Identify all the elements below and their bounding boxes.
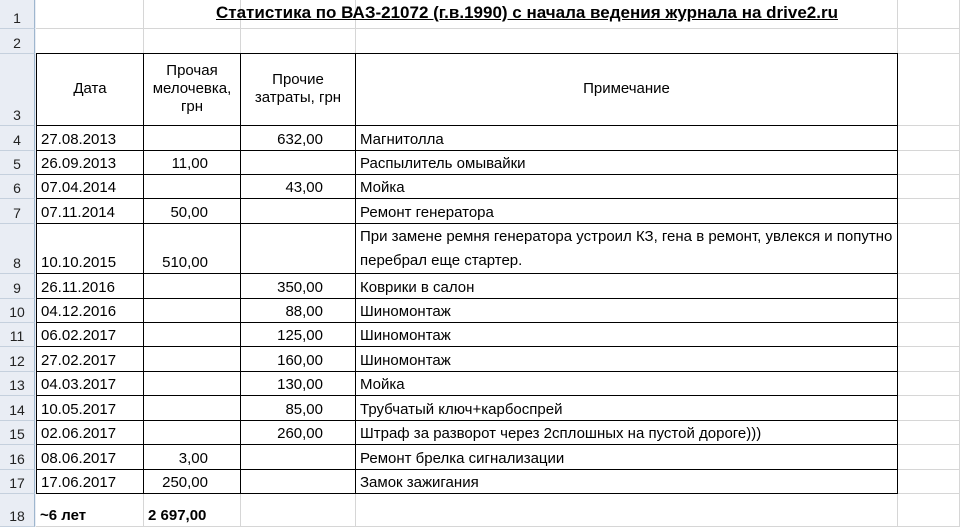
note-cell[interactable]: Ремонт брелка сигнализации [356,445,898,470]
misc-amount-cell[interactable] [144,396,241,421]
date-cell[interactable]: 26.11.2016 [36,274,144,299]
row-header-18[interactable]: 18 [0,494,35,527]
row-header-5[interactable]: 5 [0,151,35,175]
row-header-6[interactable]: 6 [0,175,35,199]
empty-cell[interactable] [898,372,960,396]
misc-amount-cell[interactable]: 11,00 [144,151,241,175]
other-amount-cell[interactable] [241,151,356,175]
misc-amount-cell[interactable] [144,421,241,445]
date-cell[interactable]: 26.09.2013 [36,151,144,175]
other-amount-cell[interactable] [241,224,356,274]
empty-cell[interactable] [241,29,356,54]
other-amount-cell[interactable]: 43,00 [241,175,356,199]
misc-amount-cell[interactable] [144,274,241,299]
empty-cell[interactable] [898,0,960,29]
note-cell[interactable]: Мойка [356,372,898,396]
misc-amount-cell[interactable]: 50,00 [144,199,241,224]
date-cell[interactable]: 27.08.2013 [36,126,144,151]
column-header-date[interactable]: Дата [36,54,144,126]
other-amount-cell[interactable]: 260,00 [241,421,356,445]
sheet-title: Статистика по ВАЗ-21072 (г.в.1990) с начала ведения журнала на drive2.ru [216,3,838,22]
empty-cell[interactable] [356,494,898,527]
empty-cell[interactable] [898,323,960,347]
note-cell[interactable]: Шиномонтаж [356,347,898,372]
note-cell[interactable]: Ремонт генератора [356,199,898,224]
row-header-11[interactable]: 11 [0,323,35,347]
misc-amount-cell[interactable] [144,126,241,151]
column-header-note[interactable]: Примечание [356,54,898,126]
empty-cell[interactable] [898,274,960,299]
other-amount-cell[interactable]: 130,00 [241,372,356,396]
other-amount-cell[interactable]: 632,00 [241,126,356,151]
column-header-other[interactable]: Прочие затраты, грн [241,54,356,126]
row-header-10[interactable]: 10 [0,299,35,323]
empty-cell[interactable] [898,199,960,224]
misc-amount-cell[interactable] [144,323,241,347]
note-cell[interactable]: Шиномонтаж [356,323,898,347]
empty-cell[interactable] [898,29,960,54]
column-header-misc[interactable]: Прочая мелочевка, грн [144,54,241,126]
empty-cell[interactable] [898,421,960,445]
other-amount-cell[interactable]: 85,00 [241,396,356,421]
row-header-17[interactable]: 17 [0,470,35,494]
empty-cell[interactable] [356,29,898,54]
row-header-1[interactable]: 1 [0,0,35,29]
date-cell[interactable]: 27.02.2017 [36,347,144,372]
empty-cell[interactable] [898,396,960,421]
empty-cell[interactable] [898,470,960,494]
empty-cell[interactable] [36,0,144,29]
other-amount-cell[interactable] [241,445,356,470]
row-header-9[interactable]: 9 [0,274,35,299]
date-cell[interactable]: 07.04.2014 [36,175,144,199]
row-header-8[interactable]: 8 [0,224,35,274]
empty-cell[interactable] [898,54,960,126]
date-cell[interactable]: 10.05.2017 [36,396,144,421]
date-cell[interactable]: 07.11.2014 [36,199,144,224]
note-cell[interactable]: Штраф за разворот через 2сплошных на пустой дороге))) [356,421,898,445]
note-cell[interactable]: Замок зажигания [356,470,898,494]
other-amount-cell[interactable] [241,470,356,494]
date-cell[interactable]: 04.12.2016 [36,299,144,323]
date-cell[interactable]: 04.03.2017 [36,372,144,396]
total-summary-cell[interactable]: 2 697,00 [144,494,241,527]
row-header-12[interactable]: 12 [0,347,35,372]
date-cell[interactable]: 17.06.2017 [36,470,144,494]
note-cell[interactable]: Распылитель омывайки [356,151,898,175]
other-amount-cell[interactable]: 160,00 [241,347,356,372]
empty-cell[interactable] [898,224,960,274]
note-cell[interactable]: Шиномонтаж [356,299,898,323]
date-cell[interactable]: 06.02.2017 [36,323,144,347]
other-amount-cell[interactable]: 125,00 [241,323,356,347]
misc-amount-cell[interactable] [144,299,241,323]
row-header-7[interactable]: 7 [0,199,35,224]
misc-amount-cell[interactable] [144,372,241,396]
row-header-3[interactable]: 3 [0,54,35,126]
row-header-4[interactable]: 4 [0,126,35,151]
row-header-15[interactable]: 15 [0,421,35,445]
date-cell[interactable]: 08.06.2017 [36,445,144,470]
empty-cell[interactable] [144,29,241,54]
empty-cell[interactable] [898,494,960,527]
misc-amount-cell[interactable] [144,175,241,199]
note-cell[interactable]: Магнитолла [356,126,898,151]
date-cell[interactable]: 10.10.2015 [36,224,144,274]
empty-cell[interactable] [241,494,356,527]
note-cell[interactable]: Трубчатый ключ+карбоспрей [356,396,898,421]
misc-amount-cell[interactable] [144,347,241,372]
other-amount-cell[interactable]: 350,00 [241,274,356,299]
empty-cell[interactable] [898,347,960,372]
note-cell[interactable]: Коврики в салон [356,274,898,299]
row-header-2[interactable]: 2 [0,29,35,54]
row-header-13[interactable]: 13 [0,372,35,396]
note-cell[interactable]: При замене ремня генератора устроил КЗ, гена в ремонт, увлекся и попутно перебрал еще стартер. [356,224,898,274]
empty-cell[interactable] [898,151,960,175]
row-header-16[interactable]: 16 [0,445,35,470]
empty-cell[interactable] [898,299,960,323]
age-summary-cell[interactable]: ~6 лет [36,494,144,527]
misc-amount-cell[interactable]: 3,00 [144,445,241,470]
date-cell[interactable]: 02.06.2017 [36,421,144,445]
row-header-14[interactable]: 14 [0,396,35,421]
row-number-column [0,0,36,527]
note-cell[interactable]: Мойка [356,175,898,199]
table-top-border [36,53,898,54]
misc-amount-cell[interactable]: 510,00 [144,224,241,274]
empty-cell[interactable] [36,29,144,54]
misc-amount-cell[interactable]: 250,00 [144,470,241,494]
empty-cell[interactable] [898,126,960,151]
other-amount-cell[interactable]: 88,00 [241,299,356,323]
other-amount-cell[interactable] [241,199,356,224]
empty-cell[interactable] [898,445,960,470]
empty-cell[interactable] [898,175,960,199]
